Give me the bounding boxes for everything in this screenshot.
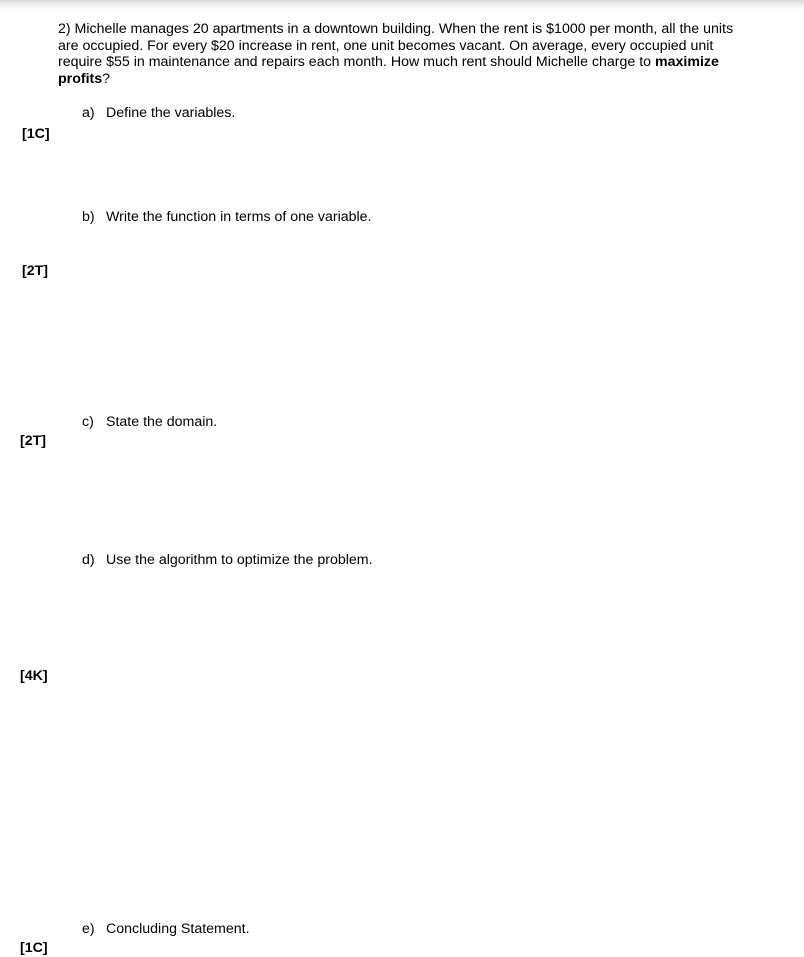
question-text — [58, 21, 748, 88]
part-a — [82, 105, 235, 122]
part-b-text: Write the function in terms of one variable. — [106, 209, 372, 225]
mark-part-b: [2T] — [22, 263, 49, 279]
part-b — [82, 209, 372, 226]
part-d-letter: d) — [82, 552, 95, 568]
part-b-letter: b) — [82, 209, 95, 225]
question-text-end: ? — [102, 71, 111, 88]
question-bold-phrase: maximize profits — [58, 54, 719, 88]
part-e-letter: e) — [82, 921, 95, 937]
part-a-letter: a) — [82, 105, 95, 121]
mark-part-c: [2T] — [20, 433, 47, 449]
mark-part-d: [4K] — [20, 668, 48, 684]
question-text-start: 2) Michelle manages 20 apartments in a downtown building. When the rent is $1000 per month, all the units are occupied. For every $20 increase in rent, one unit becomes vacant. On average, every occupied unit require $55 in maintenance and repairs each month. How much rent should Michelle charge to — [58, 21, 734, 71]
part-a-text: Define the variables. — [106, 105, 236, 121]
part-e-text: Concluding Statement. — [106, 921, 250, 937]
part-d-text: Use the algorithm to optimize the problem. — [106, 552, 373, 568]
part-c — [82, 414, 217, 431]
part-c-text: State the domain. — [106, 414, 218, 430]
mark-part-a: [1C] — [22, 126, 50, 142]
mark-part-e: [1C] — [20, 940, 48, 956]
part-c-letter: c) — [82, 414, 94, 430]
part-e — [82, 921, 250, 938]
page-top-edge — [0, 0, 804, 10]
part-d — [82, 552, 373, 569]
